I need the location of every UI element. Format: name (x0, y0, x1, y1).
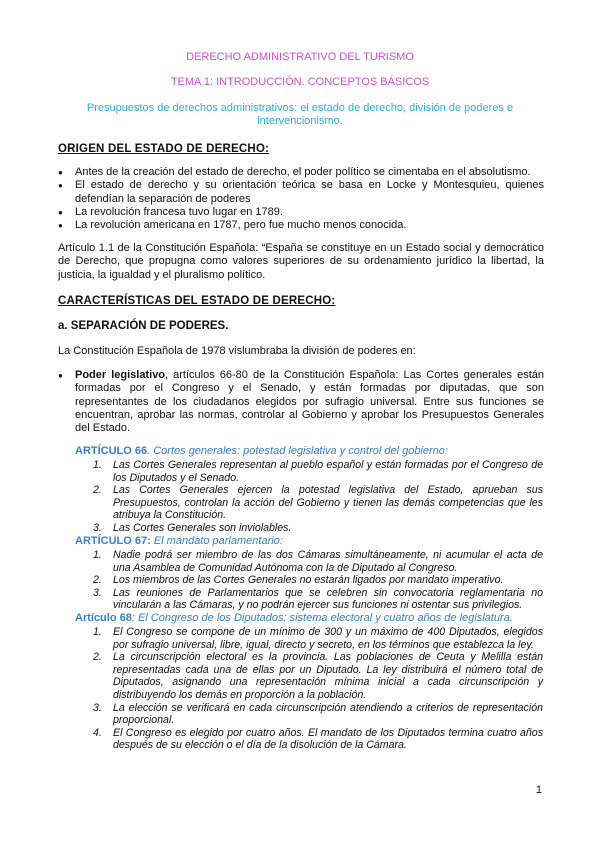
article-67-label: ARTÍCULO 67: (75, 535, 151, 547)
item-number: 3. (93, 586, 102, 599)
list-item (93, 549, 543, 574)
item-number: 2. (93, 484, 102, 497)
article-67-list (93, 549, 543, 612)
list-item: ● Antes de la creación del estado de derecho, el poder político se cimentaba en el absolutismo. (58, 166, 544, 179)
item-text: Las Cortes Generales ejercen la potestad legislativa del Estado, aprueban sus Presupuestos, controlan la acción del Gobierno y tienen las demás competencias que les atribuya la Constitución. (113, 484, 543, 522)
list-item (93, 702, 543, 727)
unit-subtitle: Presupuestos de derechos administrativos: el estado de derecho, división de poderes e intervencionismo. (86, 102, 514, 127)
item-text: El Congreso se compone de un mínimo de 300 y un máximo de 400 Diputados, elegidos por sufragio universal, libre, igual, directo y secreto, en los términos que establezca la ley. (113, 626, 543, 651)
item-text: Las reuniones de Parlamentarios que se celebren sin convocatoria reglamentaria no vincularán a las Cámaras, y no podrán ejercer sus funciones ni ostentar sus privilegios. (113, 586, 543, 612)
item-number: 2. (93, 651, 102, 664)
origin-bullet-list (58, 166, 544, 232)
list-item (93, 574, 543, 587)
article-66-list (93, 459, 543, 535)
list-item (93, 626, 543, 651)
item-number: 1. (93, 626, 102, 638)
item-number: 2. (93, 574, 102, 587)
section-characteristics-title: CARACTERÍSTICAS DEL ESTADO DE DERECHO: (58, 295, 336, 307)
article-66-title: . Cortes generales: potestad legislativa y control del gobierno: (147, 445, 448, 457)
unit-title: TEMA 1: INTRODUCCIÓN. CONCEPTOS BÁSICOS (170, 76, 430, 88)
article-67-heading (75, 535, 545, 548)
powers-intro: La Constitución Española de 1978 vislumbraba la división de poderes en: (58, 345, 416, 357)
article-68-label: Artículo 68 (75, 612, 132, 624)
item-number: 3. (93, 701, 102, 714)
poder-legislativo-label: Poder legislativo (75, 369, 166, 381)
powers-list (58, 369, 544, 435)
list-item: ● El estado de derecho y su orientación teórica se basa en Locke y Montesquieu, quienes defendían la separación de poderes (58, 179, 544, 206)
list-item (58, 369, 544, 435)
article-67-title: El mandato parlamentario: (150, 535, 283, 547)
item-number: 3. (93, 521, 102, 534)
list-item (93, 727, 543, 752)
list-item: ● La revolución francesa tuvo lugar en 1789. (58, 206, 544, 219)
list-item (93, 587, 543, 612)
list-item: ● La revolución americana en 1787, pero fue mucho menos conocida. (58, 219, 544, 232)
item-number: 1. (93, 459, 102, 471)
list-item (93, 459, 543, 484)
article-66-heading (75, 445, 545, 458)
article-68-list (93, 626, 543, 752)
page-number: 1 (535, 784, 542, 796)
course-title: DERECHO ADMINISTRATIVO DEL TURISMO (186, 51, 414, 63)
article-68-heading (75, 612, 545, 625)
item-text: Nadie podrá ser miembro de las dos Cámaras simultáneamente, ni acumular el acta de una Asamblea de Comunidad Autónoma con la de Diputado al Congreso. (113, 549, 543, 574)
article-66-label: ARTÍCULO 66 (75, 445, 148, 457)
item-text: Las Cortes Generales son inviolables. (113, 521, 292, 534)
constitution-quote: Artículo 1.1 de la Constitución Española: “España se constituye en un Estado social y democrático de Derecho, que propugna como valores superiores de su ordenamiento jurídico la libertad, la justicia, la igualdad y el pluralismo político. (58, 242, 544, 281)
item-text: Las Cortes Generales representan al pueblo español y están formadas por el Congreso de los Diputados y el Senado. (113, 459, 543, 484)
poder-legislativo-text: , artículos 66-80 de la Constitución Española: Las Cortes generales están formadas por el Congreso y el Senado, y están formadas por diputadas, que son representantes de los ciudadanos elegidos por sufragio universal. Entre sus funciones se encuentran, aprobar las normas, controlar al Gobierno y aprobar los Presupuestos Generales del Estado. (75, 369, 544, 435)
section-origin-title: ORIGEN DEL ESTADO DE DERECHO: (58, 143, 270, 155)
article-68-title: : El Congreso de los Diputados; sistema electoral y cuatro años de legislatura. (131, 612, 513, 624)
item-number: 4. (93, 726, 102, 739)
separation-of-powers-heading: a. SEPARACIÓN DE PODERES. (58, 320, 229, 332)
list-item (93, 651, 543, 701)
item-number: 1. (93, 549, 102, 561)
item-text: El Congreso es elegido por cuatro años. El mandato de los Diputados termina cuatro años después de su elección o el día de la disolución de la Cámara. (113, 726, 543, 752)
list-item (93, 484, 543, 522)
item-text: La elección se verificará en cada circunscripción atendiendo a criterios de representación proporcional. (113, 701, 543, 727)
item-text: La circunscripción electoral es la provincia. Las poblaciones de Ceuta y Melilla están representadas cada una de ellas por un Diputado. La ley distribuirá el número total de Diputados, asignando una representación mínima inicial a cada circunscripción y distribuyendo los demás en proporción a la población. (113, 651, 543, 701)
list-item (93, 522, 543, 535)
item-text: Los miembros de las Cortes Generales no estarán ligados por mandato imperativo. (113, 574, 504, 587)
